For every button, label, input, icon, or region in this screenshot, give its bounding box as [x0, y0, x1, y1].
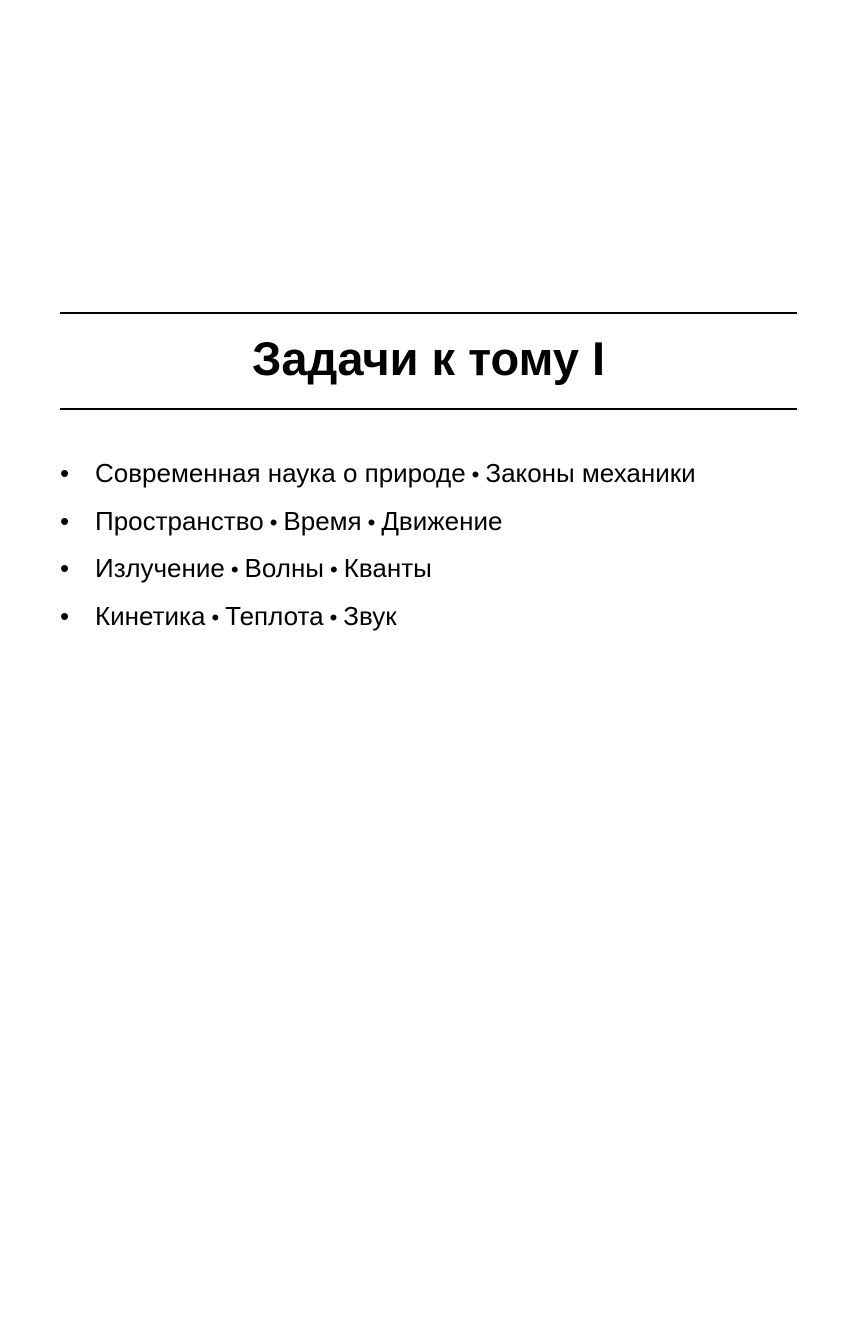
separator-icon: • — [367, 509, 376, 535]
topic-item: Законы механики — [485, 458, 696, 488]
separator-icon: • — [471, 462, 480, 487]
topic-item: Волны — [244, 553, 324, 583]
topic-item: Пространство — [95, 505, 264, 536]
page-title: Задачи к тому I — [251, 332, 606, 385]
separator-icon: • — [211, 604, 220, 630]
topic-item: Звук — [343, 600, 397, 631]
separator-icon: • — [230, 557, 239, 582]
topic-list — [60, 450, 820, 640]
topic-item: Время — [283, 505, 362, 536]
topic-line-text — [95, 593, 397, 642]
bullet-icon: • — [60, 505, 70, 536]
topic-item: Кванты — [343, 553, 432, 583]
topic-item: Теплота — [225, 600, 324, 631]
separator-icon: • — [329, 604, 338, 630]
bullet-icon: • — [60, 553, 70, 583]
topic-item: Движение — [381, 505, 503, 536]
bullet-icon: • — [60, 458, 70, 488]
topic-line — [60, 593, 820, 641]
top-rule — [60, 312, 797, 314]
bottom-rule — [60, 408, 797, 410]
topic-item: Кинетика — [95, 600, 206, 631]
bullet-icon: • — [60, 600, 70, 631]
topic-line — [60, 498, 820, 546]
topic-line — [60, 545, 820, 593]
separator-icon: • — [330, 557, 338, 582]
topic-line-text — [95, 498, 502, 547]
separator-icon: • — [269, 509, 278, 535]
topic-item: Современная наука о природе — [95, 458, 466, 488]
topic-line-text — [95, 450, 696, 499]
topic-item: Излучение — [95, 553, 225, 583]
topic-line — [60, 450, 820, 498]
topic-line-text — [95, 545, 432, 594]
